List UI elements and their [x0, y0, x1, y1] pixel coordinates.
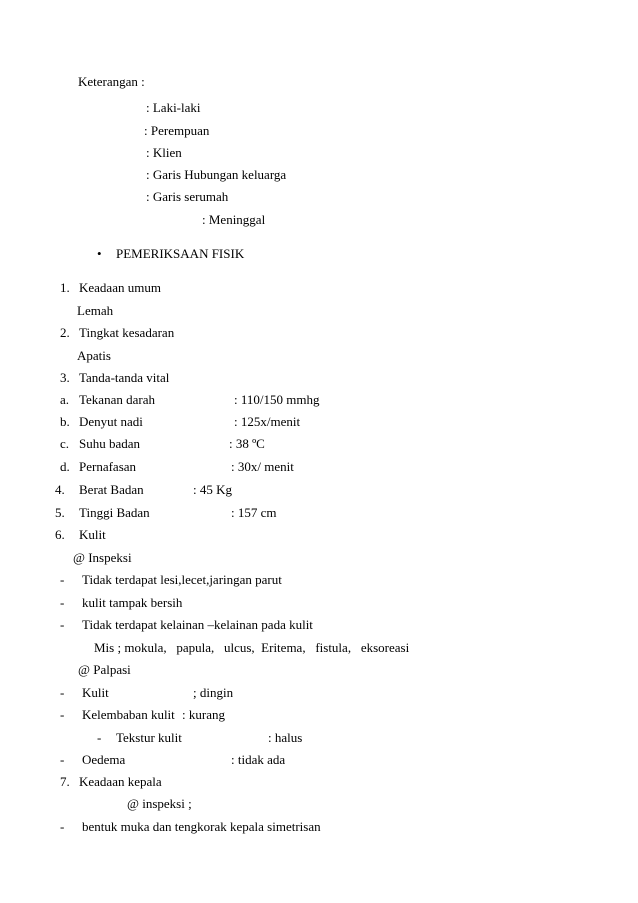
legend-item-klien: : Klien	[146, 145, 182, 160]
inspeksi-heading: @ Inspeksi	[73, 550, 132, 565]
legend-item-perempuan: : Perempuan	[144, 123, 210, 138]
kepala-item-1: bentuk muka dan tengkorak kepala simetrisan	[82, 819, 321, 834]
tingkat-kesadaran-label: Tingkat kesadaran	[79, 325, 175, 340]
oedema-dash: -	[60, 752, 65, 767]
inspeksi-item-1: Tidak terdapat lesi,lecet,jaringan parut	[82, 572, 282, 587]
palpasi-kulit-label: Kulit	[82, 685, 109, 700]
tinggi-badan-label: Tinggi Badan	[79, 505, 150, 520]
exam-number-2: 2.	[60, 325, 70, 340]
tekstur-value: : halus	[268, 730, 303, 745]
legend-heading: Keterangan :	[78, 74, 145, 89]
exam-number-6: 6.	[55, 527, 65, 542]
legend-item-garis-serumah: : Garis serumah	[146, 189, 229, 204]
exam-number-1: 1.	[60, 280, 70, 295]
pernafasan-value: : 30x/ menit	[231, 459, 294, 474]
exam-number-7: 7.	[60, 774, 70, 789]
tingkat-kesadaran-value: Apatis	[77, 348, 111, 363]
palpasi-heading: @ Palpasi	[78, 662, 131, 677]
tanda-vital-label: Tanda-tanda vital	[79, 370, 170, 385]
mis-line: Mis ; mokula, papula, ulcus, Eritema, fistula, eksoreasi	[94, 640, 410, 655]
legend-item-meninggal: : Meninggal	[202, 212, 266, 227]
kelembaban-value: : kurang	[182, 707, 225, 722]
exam-number-5: 5.	[55, 505, 65, 520]
palpasi-dash-2: -	[60, 707, 65, 722]
tekanan-darah-value: : 110/150 mmhg	[234, 392, 320, 407]
exam-number-3: 3.	[60, 370, 70, 385]
keadaan-kepala-label: Keadaan kepala	[79, 774, 162, 789]
legend-item-laki-laki: : Laki-laki	[146, 100, 201, 115]
tinggi-badan-value: : 157 cm	[231, 505, 277, 520]
vital-number-d: d.	[60, 459, 70, 474]
keadaan-umum-label: Keadaan umum	[79, 280, 161, 295]
pernafasan-label: Pernafasan	[79, 459, 137, 474]
vital-number-c: c.	[60, 436, 70, 451]
oedema-value: : tidak ada	[231, 752, 286, 767]
inspeksi-item-3: Tidak terdapat kelainan –kelainan pada kulit	[82, 617, 313, 632]
denyut-nadi-label: Denyut nadi	[79, 414, 143, 429]
inspeksi-dash-3: -	[60, 617, 65, 632]
suhu-badan-label: Suhu badan	[79, 436, 141, 451]
exam-number-4: 4.	[55, 482, 65, 497]
tekstur-label: Tekstur kulit	[116, 730, 182, 745]
kepala-dash-1: -	[60, 819, 65, 834]
suhu-badan-value: : 38 ºC	[229, 436, 265, 451]
legend-item-garis-hubungan: : Garis Hubungan keluarga	[146, 167, 287, 182]
keadaan-umum-value: Lemah	[77, 303, 114, 318]
inspeksi-dash-2: -	[60, 595, 65, 610]
vital-number-a: a.	[60, 392, 70, 407]
inspeksi-dash-1: -	[60, 572, 65, 587]
oedema-label: Oedema	[82, 752, 126, 767]
tekanan-darah-label: Tekanan darah	[79, 392, 155, 407]
inspeksi-item-2: kulit tampak bersih	[82, 595, 183, 610]
kepala-inspeksi-heading: @ inspeksi ;	[127, 796, 192, 811]
denyut-nadi-value: : 125x/menit	[234, 414, 301, 429]
vital-number-b: b.	[60, 414, 70, 429]
palpasi-dash-1: -	[60, 685, 65, 700]
section-title: PEMERIKSAAN FISIK	[116, 246, 245, 261]
kulit-label: Kulit	[79, 527, 106, 542]
section-bullet: •	[97, 246, 102, 261]
berat-badan-value: : 45 Kg	[193, 482, 232, 497]
berat-badan-label: Berat Badan	[79, 482, 144, 497]
palpasi-kulit-value: ; dingin	[193, 685, 234, 700]
tekstur-dash: -	[97, 730, 102, 745]
kelembaban-label: Kelembaban kulit	[82, 707, 175, 722]
